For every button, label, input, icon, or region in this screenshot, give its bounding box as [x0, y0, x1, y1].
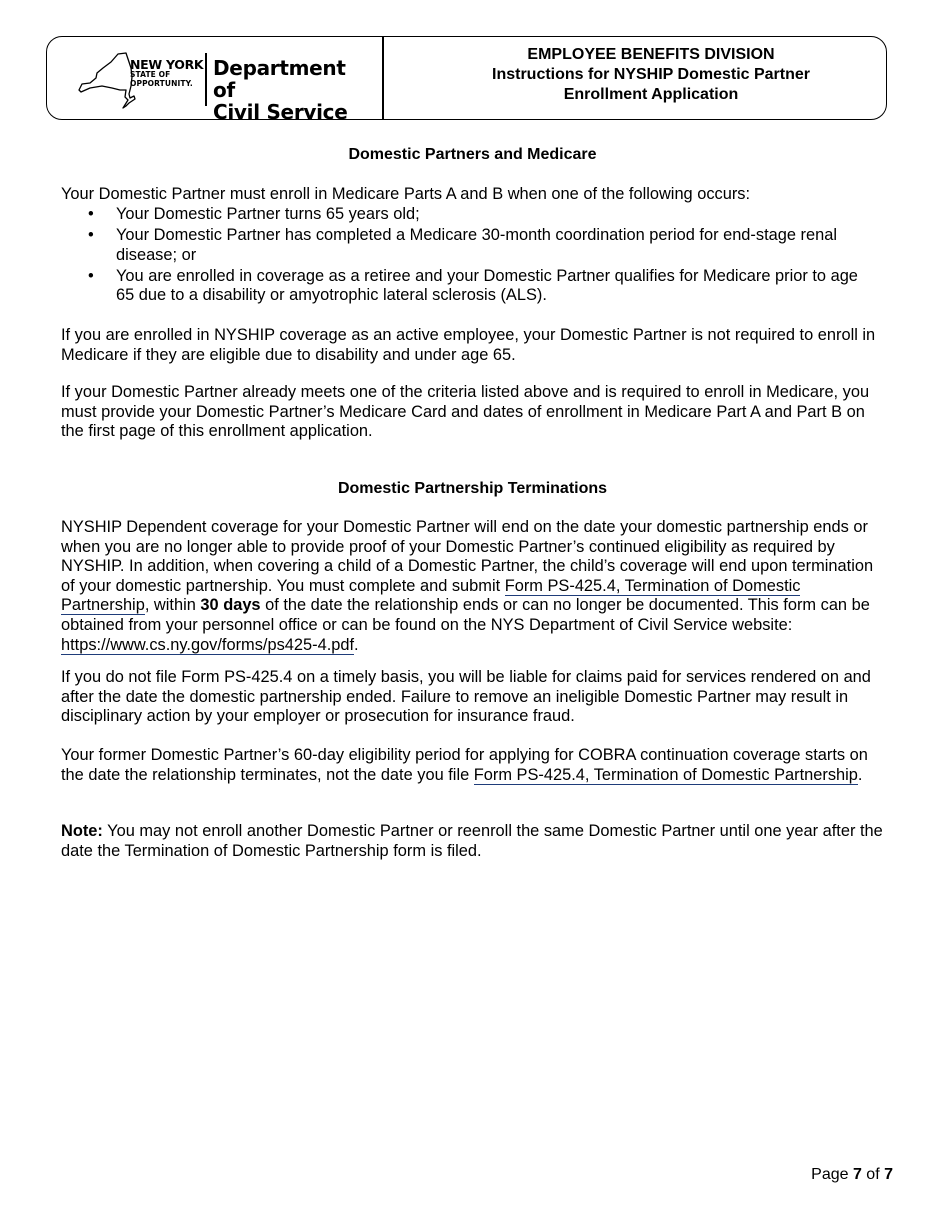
form-ps-425-4-link[interactable]: Form PS-425.4, Termination of Domestic Partnership [61, 576, 801, 615]
department-name-line2: Civil Service [213, 100, 348, 124]
thirty-days-emphasis: 30 days [200, 596, 261, 615]
list-item: • You are enrolled in coverage as a retiree and your Domestic Partner qualifies for Medicare prior to age 65 due to a disability or amyotrophic lateral sclerosis (ALS). [88, 266, 858, 305]
page-number: Page 7 of 7 [811, 1166, 893, 1183]
terminations-note: Note: You may not enroll another Domestic Partner or reenroll the same Domestic Partner until one year after the date the Termination of Domestic Partnership form is filed. [61, 822, 883, 860]
department-name [213, 57, 366, 123]
medicare-heading: Domestic Partners and Medicare [348, 146, 597, 163]
ny-wordmark-line1: NEW YORK [130, 57, 204, 72]
ny-wordmark-line3: OPPORTUNITY. [130, 78, 193, 88]
bullet-icon: • [88, 205, 94, 223]
medicare-active-employee-paragraph: If you are enrolled in NYSHIP coverage as an active employee, your Domestic Partner is not required to enroll in Medicare if they are eligible due to disability and under age 65. [61, 326, 876, 364]
document-title-line2: Instructions for NYSHIP Domestic Partner [492, 66, 810, 83]
header-divider [382, 37, 384, 120]
note-label: Note: [61, 822, 103, 840]
terminations-heading: Domestic Partnership Terminations [337, 480, 608, 497]
terminations-paragraph-3: Your former Domestic Partner’s 60-day eligibility period for applying for COBRA continuation coverage starts on the date the relationship terminates, not the date you file Form PS-425.4, Termination of Domestic Partnership. [61, 746, 868, 784]
list-item: • Your Domestic Partner has completed a Medicare 30-month coordination period for end-stage renal disease; or [88, 226, 837, 264]
terminations-paragraph-2: If you do not file Form PS-425.4 on a timely basis, you will be liable for claims paid for services rendered on and after the date the domestic partnership ended. Failure to remove an ineligible Domestic Partner may result in disciplinary action by your employer or prosecution for insurance fraud. [61, 668, 871, 726]
medicare-intro: Your Domestic Partner must enroll in Medicare Parts A and B when one of the following occurs: [61, 185, 751, 203]
ny-wordmark-line2: STATE OF [130, 70, 171, 79]
document-title [416, 45, 886, 105]
form-ps-425-4-link[interactable]: Form PS-425.4, Termination of Domestic Partnership [473, 765, 858, 784]
ny-wordmark [130, 58, 203, 88]
bullet-icon: • [88, 266, 94, 285]
medicare-bullet-list [61, 205, 861, 307]
document-title-line3: Enrollment Application [563, 86, 739, 103]
document-title-line1: EMPLOYEE BENEFITS DIVISION [527, 46, 775, 63]
list-item: • Your Domestic Partner turns 65 years old; [88, 205, 420, 223]
terminations-paragraph-1: NYSHIP Dependent coverage for your Domestic Partner will end on the date your domestic partnership ends or when you are no longer able to provide proof of your Domestic Partner’s continued eligibility as required by NYSHIP. In addition, when covering a child of a Domestic Partner, the child’s coverage will end upon termination of your domestic partnership. You must complete and submit Form PS-425.4, Termination of Domestic Partnership, within 30 days of the date the relationship ends or can no longer be documented. This form can be obtained from your personnel office or can be found on the NYS Department of Civil Service website: https://www.cs.ny.gov/forms/ps425-4.pdf. [61, 518, 874, 654]
department-name-line1: Department of [213, 56, 346, 102]
medicare-criteria-paragraph: If your Domestic Partner already meets one of the criteria listed above and is required to enroll in Medicare, you must provide your Domestic Partner’s Medicare Card and dates of enrollment in Medicare Part A and Part B on the first page of this enrollment application. [61, 383, 870, 441]
ps425-4-pdf-url-link[interactable]: https://www.cs.ny.gov/forms/ps425-4.pdf [61, 635, 355, 654]
new-york-state-outline-icon [76, 50, 136, 110]
logo-separator [205, 53, 207, 106]
nys-civil-service-logo [76, 50, 366, 124]
bullet-icon: • [88, 226, 94, 245]
